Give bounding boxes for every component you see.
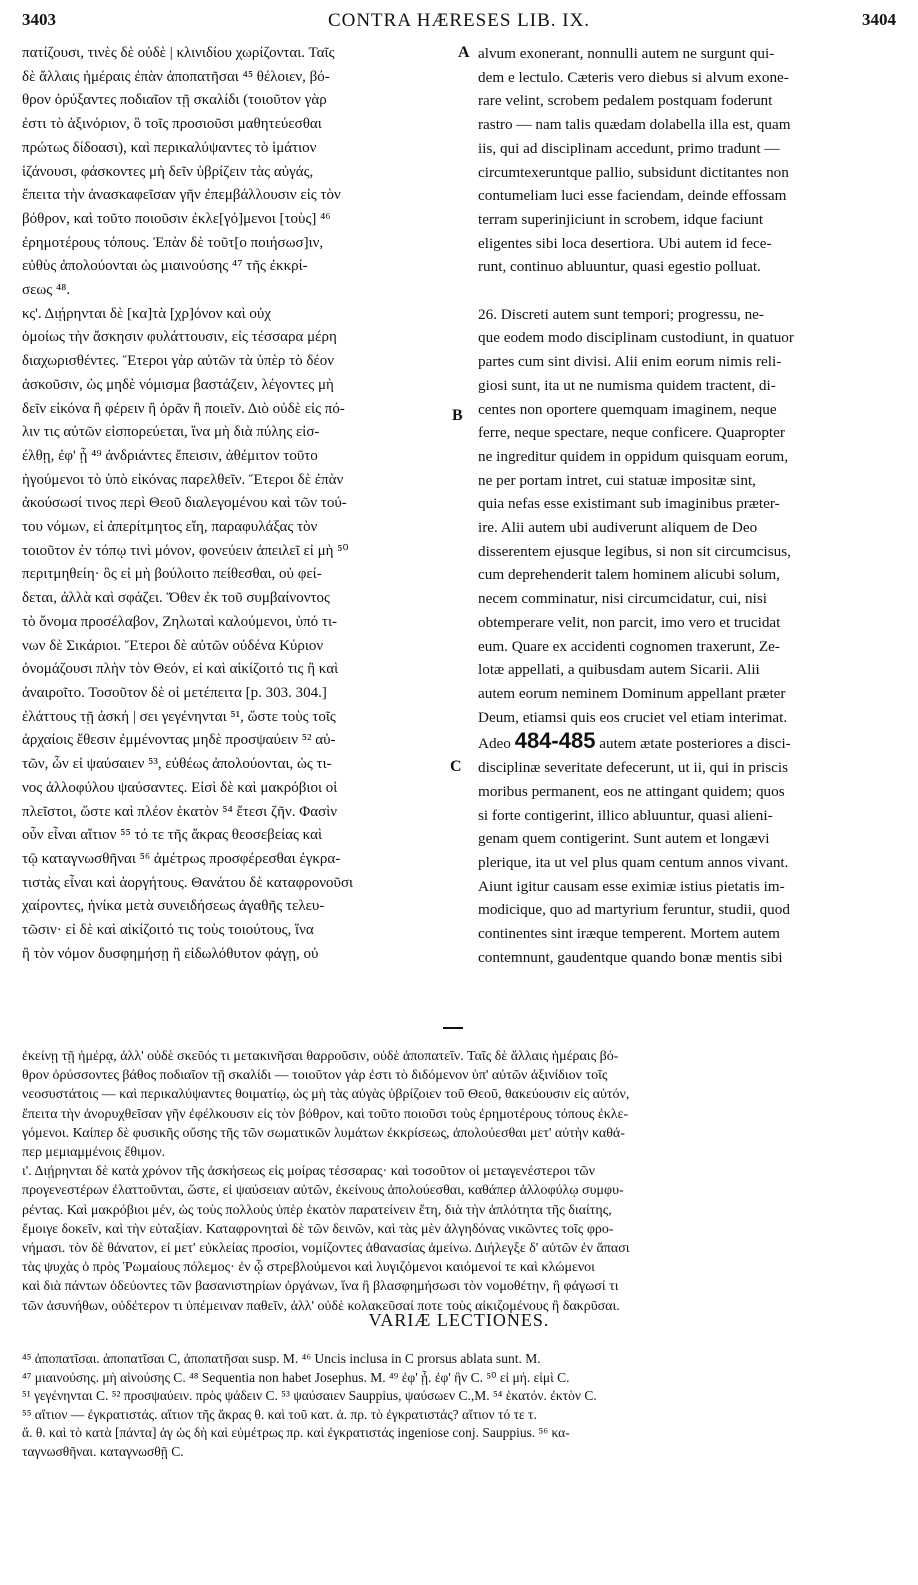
- latin-line: eum. Quare ex accidenti cognomen traxerunt, Ze-: [478, 637, 780, 655]
- note-line: ⁴⁵ ἀποπατῖσαι. ἀποπατῖσαι C, ἀποπατῆσαι susp. M. ⁴⁶ Uncis inclusa in C prorsus ablata sunt. M.: [22, 1351, 541, 1366]
- column-number-marker: 484-485: [514, 729, 596, 754]
- greek-line: δὲ ἄλλαις ἡμέραις ἐπὰν ἀποπατῆσαι ⁴⁵ θέλοιεν, βό-: [22, 68, 330, 85]
- greek-line: οὖν εἶναι αἴτιον ⁵⁵ τό τε τῆς ἄκρας θεοσεβείας καὶ: [22, 827, 322, 844]
- latin-line: rastro — nam talis quædam dolabella illa est, quam: [478, 116, 791, 134]
- latin-line: continentes sint iræque temperent. Mortem autem: [478, 925, 780, 943]
- latin-line: que eodem modo disciplinam custodiunt, in quatuor: [478, 329, 794, 347]
- latin-line: necem comminatur, nisi circumcidatur, cui, nisi: [478, 590, 767, 608]
- greek-line: τιστὰς εἶναι καὶ ἀοργήτους. Θανάτου δὲ καταφρονοῦσι: [22, 874, 354, 891]
- parallel-line: ι'. Διῄρηνται δὲ κατὰ χρόνον τῆς ἀσκήσεως εἰς μοίρας τέσσαρας· καὶ τοσοῦτον οἱ μεταγενέστεροι τῶν: [22, 1164, 595, 1180]
- page-number-right: 3404: [862, 10, 896, 29]
- parallel-line: ἐκείνῃ τῇ ἡμέρᾳ, ἀλλ' οὐδὲ σκεῦός τι μετακινῆσαι θαρροῦσιν, οὐδὲ ἀποπατεῖν. Ταῖς δὲ ἄλλαις ἡμέραις βό-: [22, 1049, 619, 1064]
- variae-lectiones-heading: VARIÆ LECTIONES.: [368, 1310, 550, 1330]
- greek-line: πατίζουσι, τινὲς δὲ οὐδὲ | κλινιδίου χωρίζονται. Ταῖς: [22, 45, 335, 61]
- page-number-left: 3403: [22, 10, 56, 29]
- latin-line: autem eorum neminem Dominum appellant præter: [478, 684, 786, 702]
- greek-line: θρον ὀρύξαντες ποδιαῖον τῇ σκαλίδι (τοιοῦτον γὰρ: [22, 92, 327, 109]
- greek-line: ἱζάνουσι, φάσκοντες μὴ δεῖν ὑβρίζειν τὰς αὐγάς,: [22, 163, 314, 180]
- parallel-line: ρέντας. Καὶ μακρόβιοι μέν, ὡς τοὺς πολλοὺς ὑπὲρ ἑκατὸν παρατείνειν ἔτη, διὰ τὴν ἁπλότητα τῆς διαίτης,: [22, 1202, 612, 1218]
- greek-line: τῷ καταγνωσθῆναι ⁵⁶ ἀμέτρως προσφέρεσθαι ἐγκρα-: [22, 850, 341, 867]
- josephus-parallel-text: [22, 1047, 896, 1316]
- latin-line: terram superinjiciunt in scrobem, idque faciunt: [478, 210, 764, 228]
- parallel-line: τὰς ψυχὰς ὁ πρὸς Ῥωμαίους πόλεμος· ἐν ᾧ στρεβλούμενοι καὶ λυγιζόμενοι καιόμενοί τε καὶ κλώμενοι: [22, 1260, 595, 1276]
- greek-line: κς'. Διῄρηνται δὲ [κα]τὰ [χρ]όνον καὶ οὐχ: [22, 305, 271, 322]
- latin-line: cum deprehenderit talem hominem alicubi solum,: [478, 566, 780, 584]
- parallel-line: προγενεστέρων ἐλαττοῦνται, ὥστε, εἰ ψαύσειαν αὐτῶν, ἐκείνους ἀπολούεσθαι, καθάπερ ἀλλοφύλῳ συμφυ-: [22, 1183, 624, 1199]
- latin-line: contemnunt, gaudentque quando bonæ mentis sibi: [478, 948, 783, 966]
- latin-line: [478, 729, 896, 756]
- running-header: [22, 10, 896, 38]
- latin-line: dem e lectulo. Cæteris vero diebus si alvum exone-: [478, 68, 789, 86]
- latin-line: ne per portam intret, cui statuæ impositæ sint,: [478, 471, 756, 489]
- latin-line: alvum exonerant, nonnulli autem ne surgunt qui-: [478, 45, 775, 62]
- greek-line: του νόμων, εἰ ἀπερίτμητος εἴη, παραφυλάξας τὸν: [22, 519, 318, 536]
- greek-line: ὀνομάζουσι πλὴν τὸν Θεόν, εἰ καὶ αἰκίζοιτό τις ἢ καὶ: [22, 661, 339, 678]
- greek-line: δεται, ἀλλὰ καὶ σφάζει. Ὅθεν ἐκ τοῦ συμβαίνοντος: [22, 590, 330, 607]
- note-line: ⁴⁷ μιαινούσης. μὴ αἰνούσης C. ⁴⁸ Sequentia non habet Josephus. M. ⁴⁹ ἐφ' ᾗ. ἐφ' ἣν C. ⁵⁰ εἰ μή. εἰμὶ C.: [22, 1369, 570, 1385]
- latin-line: si forte contigerint, illico abluuntur, quasi alieni-: [478, 806, 773, 824]
- greek-line: βόθρον, καὶ τοῦτο ποιοῦσιν ἐκλε[γό]μενοι [τοὺς] ⁴⁶: [22, 210, 331, 227]
- greek-line: τὸ ὄνομα προσέλαβον, Ζηλωταὶ καλούμενοι, ὑπό τι-: [22, 613, 337, 630]
- latin-line: contumeliam luci esse faciendam, deinde effossam: [478, 187, 787, 205]
- greek-line: νος ἀλλοφύλου ψαύσαντες. Εἰσὶ δὲ καὶ μακρόβιοι οἱ: [22, 779, 338, 796]
- greek-line: έλθῃ, ἐφ' ᾗ ⁴⁹ ἀνδριάντες ἔπεισιν, ἀθέμιτον τοῦτο: [22, 447, 318, 464]
- parallel-line: νεοσυστάτοις — καὶ περικαλύψαντες θοιματίῳ, ὡς μὴ τὰς αὐγὰς ὑβρίζοιεν τοῦ Θεοῦ, θακεύουσιν εἰς αὐτόν,: [22, 1087, 630, 1103]
- latin-line: [478, 279, 896, 303]
- greek-line: διαχωρισθέντες. Ἕτεροι γὰρ αὐτῶν τὰ ὑπὲρ τὸ δέον: [22, 353, 335, 370]
- latin-line: disciplinæ severitate defecerunt, ut ii, qui in priscis: [478, 759, 789, 777]
- latin-line: obtemperare velit, non parcit, imo vero et trucidat: [478, 613, 781, 631]
- margin-marker-c: C: [450, 758, 462, 775]
- latin-line: moribus permanent, eos ne attingant quidem; quos: [478, 782, 785, 800]
- latin-line: ire. Alii autem ubi audiverunt aliquem de Deo: [478, 519, 758, 537]
- greek-line: ἢ τὸν νόμον δυσφημήσῃ ἢ εἰδωλόθυτον φάγῃ, οὐ: [22, 945, 319, 962]
- greek-line: νων δὲ Σικάριοι. Ἕτεροι δὲ αὐτῶν οὐδένα Κύριον: [22, 637, 324, 654]
- latin-line: quia nefas esse existimant sub imaginibus præter-: [478, 495, 780, 513]
- greek-line: ἀναιροῖτο. Τοσοῦτον δὲ οἱ μετέπειτα [p. 303. 304.]: [22, 684, 327, 701]
- latin-line: iis, qui ad disciplinam accedunt, primo tradunt —: [478, 139, 780, 157]
- greek-line: ἀσκοῦσιν, ὡς μηδὲ νόμισμα βαστάζειν, λέγοντες μὴ: [22, 376, 334, 393]
- greek-line: τῶν, ὧν εἰ ψαύσαιεν ⁵³, εὐθέως ἀπολούονται, ὡς τι-: [22, 756, 332, 773]
- latin-line: giosi sunt, ita ut ne numisma quidem tractent, di-: [478, 376, 776, 394]
- greek-line: ἐλάττους τῇ ἀσκή | σει γεγένηνται ⁵¹, ὥστε τοὺς τοῖς: [22, 708, 336, 725]
- margin-marker-a: A: [458, 44, 470, 61]
- greek-line: ὁμοίως τὴν ἄσκησιν φυλάττουσιν, εἰς τέσσαρα μέρη: [22, 329, 337, 346]
- latin-line: runt, continuo abluuntur, quasi egestio polluat.: [478, 258, 761, 276]
- parallel-line: γόμενοι. Καίπερ δὲ φυσικῆς οὔσης τῆς τῶν σωματικῶν λυμάτων ἐκκρίσεως, ἀπολούεσθαι μετ' αὐτὴν καθά-: [22, 1125, 625, 1141]
- parallel-line: θρον ὀρύσσοντες βάθος ποδιαῖον τῇ σκαλίδι — τοιοῦτον γάρ ἐστι τὸ διδόμενον ὑπ' αὐτῶν ἀξινίδιον τοῖς: [22, 1068, 608, 1084]
- latin-line-start: Adeo: [478, 735, 511, 753]
- greek-line: περιτμηθείη· ὃς εἰ μὴ βούλοιτο πείθεσθαι, οὐ φεί-: [22, 566, 322, 583]
- greek-line: πλεῖστοι, ὥστε καὶ πλέον ἑκατὸν ⁵⁴ ἔτεσι ζῆν. Φασὶν: [22, 803, 338, 820]
- greek-line: πρώτως δίδοασι), καὶ περικαλύψαντες τὸ ἱμάτιον: [22, 139, 317, 156]
- note-line: ταγνωσθῆναι. καταγνωσθῇ C.: [22, 1443, 184, 1459]
- latin-line: Deum, etiamsi quis eos cruciet vel etiam interimat.: [478, 708, 788, 726]
- greek-line: ἐρημοτέρους τόπους. Ἐπὰν δὲ τοῦτ[ο ποιήσωσ]ιν,: [22, 234, 324, 251]
- greek-line: ἐστι τὸ ἀξινόριον, ὃ τοῖς προσιοῦσι μαθητεύεσθαι: [22, 116, 322, 133]
- parallel-line: τῶν ἀσυνήθων, οὐδέτερον τι ὑπέμειναν παθεῖν, ἀλλ' οὐδὲ κολακεῦσαί ποτε τοὺς αἰκιζομένους ἢ δακρῦσαι.: [22, 1298, 620, 1314]
- parallel-line: ἔμοιγε δοκεῖν, καὶ τὴν εὐταξίαν. Καταφρονηταὶ δὲ τῶν δεινῶν, καὶ τὰς μὲν ἀλγηδόνας νικῶντες τοῖς φρο-: [22, 1221, 614, 1237]
- latin-line: plerique, ita ut vel plus quam centum annos vivant.: [478, 853, 789, 871]
- section-divider: [443, 1027, 463, 1029]
- margin-marker-b: B: [452, 407, 463, 424]
- latin-line: lotæ appellati, a quibusdam autem Sicarii. Alii: [478, 661, 760, 679]
- latin-line: ne ingreditur quidem in oppidum quisquam eorum,: [478, 447, 789, 465]
- greek-line: ἔπειτα τὴν ἀνασκαφεῖσαν γῆν ἐπεμβάλλουσιν εἰς τὸν: [22, 187, 341, 204]
- latin-line: rare velint, scrobem pedalem postquam foderunt: [478, 92, 773, 110]
- latin-line: ferre, neque spectare, neque conficere. Quapropter: [478, 424, 785, 442]
- greek-line: ἀκούσωσί τινος περὶ Θεοῦ διαλεγομένου καὶ τῶν τού-: [22, 495, 347, 512]
- note-line: ⁵¹ γεγένηνται C. ⁵² προσψαύειν. πρὸς ψάδειν C. ⁵³ ψαύσαιεν Sauppius, ψαύσωεν C.,M. ⁵⁴ ἑκατόν. ἐκτὸν C.: [22, 1388, 597, 1404]
- greek-line: δεῖν εἰκόνα ἢ φέρειν ἢ ὁρᾶν ἢ ποιεῖν. Διὸ οὐδὲ εἰς πό-: [22, 400, 345, 417]
- greek-line: τῶσιν· εἰ δὲ καὶ αἰκίζοιτό τις τοὺς τοιούτους, ἵνα: [22, 922, 314, 939]
- latin-line: circumtexeruntque pallio, subsidunt dictitantes non: [478, 163, 789, 181]
- latin-line: modicique, quo ad martyrium feruntur, studii, quod: [478, 901, 790, 919]
- greek-column: [22, 42, 460, 966]
- parallel-line: ἔπειτα τὴν ἀνορυχθεῖσαν γῆν ἐφέλκουσιν εἰς τὸν βόθρον, καὶ τοῦτο ποιοῦσι τοὺς ἐρημοτέρους τόπους ἐκλε-: [22, 1106, 629, 1122]
- latin-line: centes non oportere quemquam imaginem, neque: [478, 400, 777, 418]
- parallel-line: περ μεμιαμμένοις ἔθιμον.: [22, 1145, 166, 1161]
- greek-line: ἡγούμενοι τὸ ὑπὸ εἰκόνας παρελθεῖν. Ἕτεροι δὲ ἐπὰν: [22, 471, 344, 488]
- greek-line: τοιοῦτον ἐν τόπῳ τινὶ μόνον, φονεύειν ἀπειλεῖ εἰ μὴ ⁵⁰: [22, 542, 349, 559]
- latin-line: eligentes sibi loca desertiora. Ubi autem id fece-: [478, 234, 772, 252]
- latin-line: disserentem ejusque legibus, si non sit circumcisus,: [478, 542, 791, 560]
- latin-line: 26. Discreti autem sunt tempori; progressu, ne-: [478, 305, 764, 323]
- running-title: CONTRA HÆRESES LIB. IX.: [327, 10, 591, 31]
- greek-line: χαίροντες, ἡνίκα μετὰ συνειδήσεως ἀγαθῆς τελευ-: [22, 898, 325, 915]
- latin-line: Aiunt igitur causam esse eximiæ istius pietatis im-: [478, 877, 785, 895]
- latin-line: genam quem contigerint. Sunt autem et longævi: [478, 830, 770, 848]
- latin-line-rest: autem ætate posteriores a disci-: [599, 735, 791, 753]
- latin-column: [478, 42, 896, 969]
- note-line: ἄ. θ. καὶ τὸ κατὰ [πάντα] ἀγ ὡς δὴ καὶ εὐμέτρως πρ. καὶ ἐγκρατιστάς ingeniose conj. Sauppius. ⁵⁶ κα-: [22, 1425, 570, 1441]
- greek-line: ἀρχαίοις ἔθεσιν ἐμμένοντας μηδὲ προσψαύειν ⁵² αὐ-: [22, 732, 336, 749]
- note-line: ⁵⁵ αἴτιον — ἐγκρατιστάς. αἴτιον τῆς ἄκρας θ. καὶ τοῦ κατ. ἀ. πρ. τὸ ἐγκρατιστάς? αἴτιον τό τε τ.: [22, 1406, 537, 1422]
- greek-line: λιν τις αὐτῶν εἰσπορεύεται, ἵνα μὴ διὰ πύλης εἰσ-: [22, 424, 320, 441]
- parallel-line: νήμασι. τὸν δὲ θάνατον, εἰ μετ' εὐκλείας προσίοι, νομίζοντες ἀθανασίας ἀμείνω. Διήλεγξε δ' αὐτῶν ἐν ἅπασι: [22, 1241, 630, 1257]
- variant-readings: [22, 1350, 896, 1462]
- latin-line: partes cum sint divisi. Alii enim eorum nimis reli-: [478, 353, 782, 371]
- greek-line: σεως ⁴⁸.: [22, 282, 71, 299]
- greek-line: εὐθὺς ἀπολούονται ὡς μιαινούσης ⁴⁷ τῆς ἐκκρί-: [22, 258, 308, 275]
- parallel-line: καὶ διὰ πάντων ὁδεύοντες τῶν βασανιστηρίων ὀργάνων, ἵνα ἢ βλασφημήσωσι τὸν νομοθέτην, ἢ φάγωσί τι: [22, 1279, 619, 1295]
